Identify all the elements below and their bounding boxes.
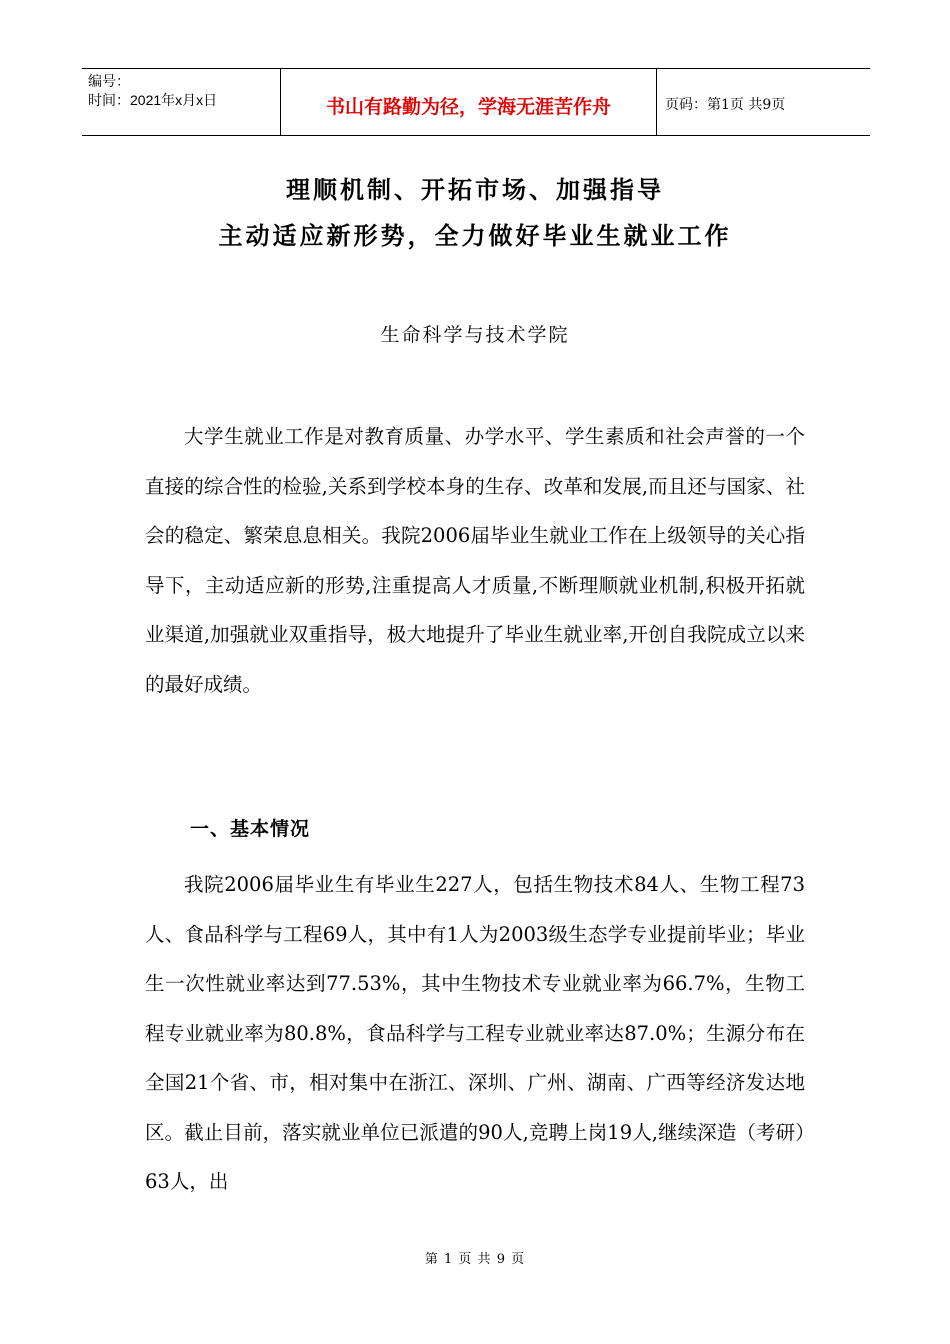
section-heading: 一、基本情况 [190,818,311,840]
page-footer: 第 1 页 共 9 页 [424,1252,526,1267]
document-title-line1: 理顺机制、开拓市场、加强指导 [286,176,664,204]
number-label: 编号： [88,73,130,89]
motto-cell [281,69,657,135]
document-title-line2: 主动适应新形势，全力做好毕业生就业工作 [218,222,732,250]
department-name: 生命科学与技术学院 [380,324,570,346]
page-info-cell [657,69,870,135]
time-label: 时间：2021年x月x日 [88,92,218,108]
page-label: 页码：第1页 共9页 [665,97,786,113]
motto-text: 书山有路勤为径，学海无涯苦作舟 [325,95,611,118]
intro-paragraph: 大学生就业工作是对教育质量、办学水平、学生素质和社会声誉的一个直接的综合性的检验,关系到学校本身的生存、改革和发展,而且还与国家、社会的稳定、繁荣息息相关。我院2006届毕业生就业工作在上级领导的关心指导下，主动适应新的形势,注重提高人才质量,不断理顺就业机制,积极开拓就业渠道,加强就业双重指导，极大地提升了毕业生就业率,开创自我院成立以来的最好成绩。 [145,425,805,696]
section-paragraph: 我院2006届毕业生有毕业生227人，包括生物技术84人、生物工程73人、食品科学与工程69人，其中有1人为2003级生态学专业提前毕业；毕业生一次性就业率达到77.53%，其中生物技术专业就业率为66.7%，生物工程专业就业率为80.8%，食品科学与工程专业就业率达87.0%；生源分布在全国21个省、市，相对集中在浙江、深圳、广州、湖南、广西等经济发达地区。截止目前，落实就业单位已派遣的90人,竞聘上岗19人,继续深造（考研）63人，出 [145,873,805,1193]
document-header [82,68,870,136]
header-meta-cell [82,69,281,135]
